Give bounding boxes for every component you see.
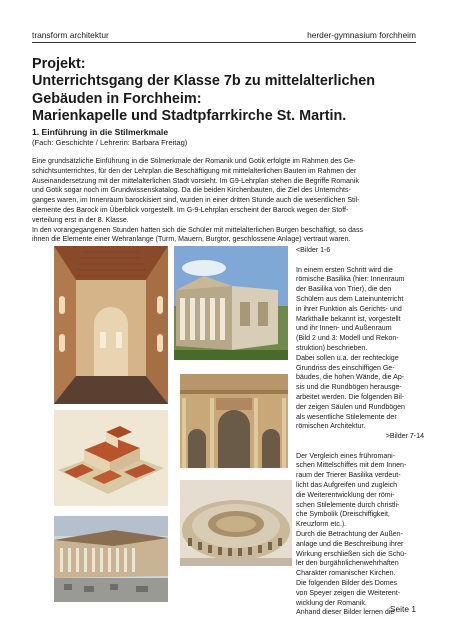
- basilica-interior-photo: [54, 246, 168, 404]
- sidebar-line: römische Basilika (hier: Innenraum: [296, 276, 405, 284]
- header-rule: [32, 42, 416, 43]
- sidebar-line: (Bild 2 und 3: Modell und Rekon-: [296, 335, 399, 343]
- header-left: transform architektur: [32, 30, 109, 40]
- sidebar-line: Anhand dieser Bilder lernen die: [296, 609, 395, 617]
- title-line: Projekt:: [32, 56, 86, 72]
- title-line: Marienkapelle und Stadtpfarrkirche St. Martin.: [32, 107, 347, 124]
- basilica-reconstruction-photo: [54, 516, 168, 602]
- intro-line: elemente des Barock im Überblick vorgestellt. Im G-9-Lehrplan erscheint der Barock wegen der Stoff-: [32, 206, 349, 214]
- sidebar-line: die Weiterentwicklung der römi-: [296, 491, 395, 499]
- intro-line: In den vorangegangenen Stunden hatten sich die Schüler mit mittelalterlichen Burgen beschäftigt, so dass: [32, 226, 364, 234]
- intro-line: ihnen die Elemente einer Wehranlange (Turm, Mauern, Burgtor, geschlossene Anlage) vertraut waren.: [32, 236, 351, 244]
- sidebar-line: der Basilika von Trier), die den: [296, 286, 392, 294]
- sidebar-line: bäudes, die hohen Wände, die Ap-: [296, 374, 405, 382]
- sidebar-line: licht das Aufgreifen und zugleich: [296, 481, 398, 489]
- sidebar-text-2: [296, 432, 424, 618]
- image-reference: <Bilder 1-6: [296, 247, 331, 254]
- sidebar-line: struktion) beschrieben.: [296, 344, 368, 352]
- triumphal-arch-photo: [180, 374, 288, 468]
- title-line: Gebäuden in Forchheim:: [32, 90, 202, 107]
- sidebar-line: Die folgenden Bilder des Domes: [296, 579, 398, 587]
- header-right: herder-gymnasium forchheim: [307, 30, 416, 40]
- sidebar-line: Der Vergleich eines frühromani-: [296, 452, 396, 460]
- sidebar-line: von Speyer zeigen die Weiterent-: [296, 589, 401, 597]
- sidebar-line: Markthalle bekannt ist, vorgestellt: [296, 315, 401, 323]
- sidebar-line: Durch die Betrachtung der Außen-: [296, 530, 403, 538]
- page-number: Seite 1: [389, 604, 416, 614]
- sidebar-line: In einem ersten Schritt wird die: [296, 266, 393, 274]
- sidebar-line: wicklung der Romanik.: [296, 599, 367, 607]
- intro-line: verteilung erst in der 8. Klasse.: [32, 216, 129, 224]
- title-line: Unterrichtsgang der Klasse 7b zu mittelalterlichen: [32, 73, 376, 90]
- intro-line: und Gotik sogar noch im Grundwissenskatalog. Da die beiden Kirchenbauten, die Ziel des Unterrichts-: [32, 187, 351, 195]
- roman-temple-photo: [174, 246, 288, 360]
- sidebar-line: schen Stilelemente durch christli-: [296, 501, 400, 509]
- sidebar-line: der zeigen Säulen und Rundbögen: [296, 403, 405, 411]
- sidebar-line: arbeitet werden. Die folgenden Bil-: [296, 393, 405, 401]
- section-subject: (Fach: Geschichte / Lehrerin: Barbara Freitag): [32, 138, 188, 147]
- sidebar-line: Schülern aus dem Lateinunterricht: [296, 295, 404, 303]
- sidebar-line: schen Mittelschiffes mit dem Innen-: [296, 462, 407, 470]
- image-reference: >Bilder 7-14: [385, 433, 424, 440]
- intro-line: ganges waren, im Innenraum barockisiert sind, wurden in einer dritten Stunde auch die wesentlichen Stil-: [32, 197, 360, 205]
- sidebar-line: römischen Architektur.: [296, 423, 366, 431]
- basilica-model-photo: [54, 410, 168, 506]
- sidebar-line: als wesentliche Stilelemente der: [296, 413, 397, 421]
- sidebar-line: anlage und die Beschreibung ihrer: [296, 540, 404, 548]
- page-title: [32, 56, 422, 125]
- sidebar-line: Grundriss des einschiffigen Ge-: [296, 364, 395, 372]
- section-heading: 1. Einführung in die Stilmerkmale: [32, 127, 169, 137]
- sidebar-line: che Symbolik (Dreischiffigkeit,: [296, 511, 390, 519]
- sidebar-line: ler den burgähnlichenwehrhaften: [296, 560, 399, 568]
- sidebar-line: Charakter romanischer Kirchen.: [296, 570, 396, 578]
- sidebar-line: und ihr Innen- und Außenraum: [296, 325, 392, 333]
- sidebar-text-1: [296, 246, 424, 432]
- sidebar-line: raum der Trierer Basilika verdeut-: [296, 472, 401, 480]
- intro-text: [32, 157, 424, 245]
- sidebar-line: sis und die Rundbögen herausge-: [296, 384, 402, 392]
- sidebar-line: Dabei sollen u.a. der rechteckige: [296, 354, 399, 362]
- sidebar-line: Wirkung erschließen sich die Schü-: [296, 550, 407, 558]
- sidebar-line: Kreuzform etc.).: [296, 521, 347, 529]
- intro-line: schichtsunterrichtes, für den der Lehrplan die Beschäftigung mit mittelalterlichen Bauten im Rahmen der: [32, 167, 357, 175]
- colosseum-photo: [180, 480, 292, 566]
- intro-line: Eine grundsätzliche Einführung in die Stilmerkmale der Romanik und Gotik erfolgte im Rahmen des Ge-: [32, 158, 356, 165]
- sidebar-line: in ihrer Funktion als Gerichts- und: [296, 305, 402, 313]
- intro-line: Auseinandersetzung mit der mittelalterlichen Stadt vorsieht. Im G9-Lehrplan stehen die Begriffe Romanik: [32, 177, 359, 185]
